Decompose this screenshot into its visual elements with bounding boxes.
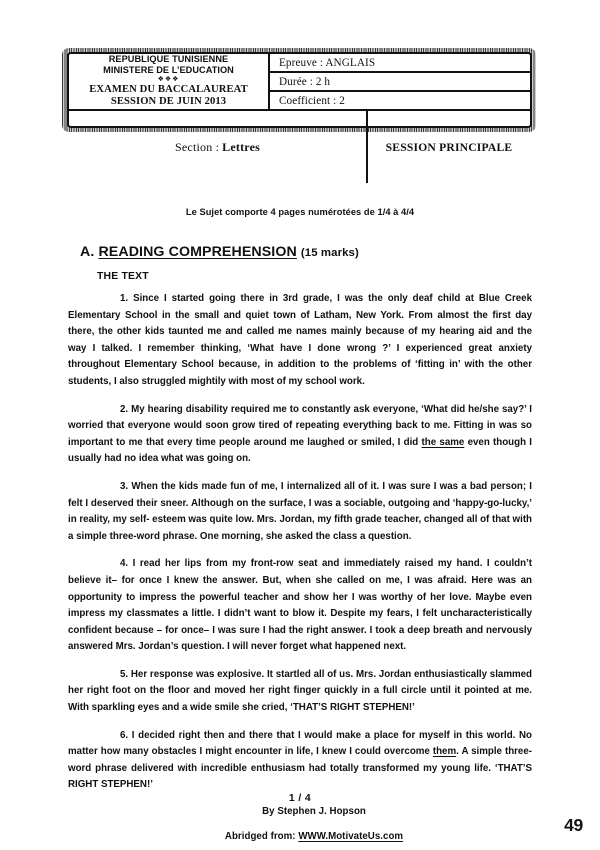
passage-paragraph (68, 556, 532, 656)
header-top-section (69, 54, 530, 111)
paragraph-number: 4. (120, 558, 129, 570)
ministry-line-1: REPUBLIQUE TUNISIENNE (108, 54, 229, 65)
passage-paragraph (68, 479, 532, 545)
passage-paragraph (68, 728, 532, 794)
paragraph-text: Her response was explosive. It startled all of us. Mrs. Jordan enthusiastically slammed her right foot on the floor and moved her right finger quickly in a full circle until it pointed at me. With sparkling eyes and a wide smile she cried, ‘THAT’S RIGHT STEPHEN!’ (68, 668, 532, 714)
source-attribution (96, 831, 532, 842)
the-text-heading: THE TEXT (97, 271, 149, 282)
coefficient-row: Coefficient : 2 (279, 94, 345, 107)
duration-row: Durée : 2 h (270, 73, 530, 92)
session-cell: SESSION PRINCIPALE (385, 140, 513, 154)
paragraph-text: Since I started going there in 3rd grade, I was the only deaf child at Blue Creek Elementary School in the small and quiet town of Latham, New York. From almost the first day there, the other kids taunted me and called me names mainly because of my hearing aid and the way I talked. I remember thinking, ‘What have I done wrong ?’ I experienced great anxiety throughout Elementary School because, in addition to the problems of ‘fitting in’ with the other students, I also struggled mightily with most of my school work. (68, 293, 532, 387)
document-body (68, 207, 532, 842)
paragraph-number: 2. (120, 403, 129, 415)
section-marks: (15 marks) (300, 247, 359, 259)
exam-line-2: SESSION DE JUIN 2013 (110, 95, 227, 107)
paragraph-number: 5. (120, 668, 129, 680)
page-indicator: 1 / 4 (288, 793, 312, 804)
author-byline: By Stephen J. Hopson (262, 806, 366, 818)
passage-paragraphs (68, 291, 532, 794)
section-letter: A. (80, 244, 95, 260)
paragraph-text-cont: even though I usually had no idea what was going on. (68, 436, 532, 465)
header-bottom-section (69, 111, 530, 183)
paragraph-number: 3. (120, 480, 129, 492)
passage-paragraph (68, 667, 532, 717)
ministry-line-2: MINISTERE DE L’EDUCATION (103, 65, 234, 75)
passage-paragraph (68, 402, 532, 468)
section-label: Section : (175, 139, 220, 154)
paragraph-number: 1. (120, 293, 129, 304)
exam-details-cells (270, 54, 530, 109)
paragraph-number: 6. (120, 729, 129, 741)
paragraph-text-cont: . A simple three-word phrase delivered with incredible enthusiasm had totally transformed my young life. ‘THAT’S RIGHT STEPHEN!’ (68, 746, 532, 791)
subject-row: Epreuve : ANGLAIS (270, 54, 530, 73)
passage-paragraph (68, 291, 532, 391)
paragraph-text: My hearing disability required me to constantly ask everyone, ‘What did he/she say?’ I worried that everyone would soon grow tired of repeating everything back to me. Fitting in was so important to me that every time people around me laughed or smiled, I did (68, 403, 532, 448)
section-title-text: READING COMPREHENSION (98, 244, 297, 260)
diamond-separator-icon: ❖❖❖ (157, 76, 180, 84)
source-label: Abridged from: (224, 831, 299, 843)
exam-line-1: EXAMEN DU BACCALAUREAT (89, 83, 248, 95)
corner-page-number: 49 (564, 815, 583, 835)
underlined-phrase: the same (421, 436, 465, 448)
exam-header-table (62, 48, 536, 154)
paragraph-text: I read her lips from my front-row seat and immediately raised my hand. I couldn’t believe it– for once I knew the answer. But, when she called on me, I was afraid. Here was an opportunity to impress the powerful teacher and show her I was worthy of her love. Maybe even impress my classmates a little. I didn’t want to blow it. Despite my fears, I felt uncharacteristically confident because – for once– I was sure I had the right answer. I took a deep breath and nervously answered Mrs. Jordan’s question. I will never forget what happened next. (68, 558, 532, 653)
ministry-cell (69, 54, 270, 109)
underlined-phrase: them (432, 746, 457, 758)
paragraph-text: I decided right then and there that I would make a place for myself in this world. No matter how many obstacles I might encounter in life, I knew I could overcome (68, 729, 532, 758)
pages-notice: Le Sujet comporte 4 pages numérotées de 1/4 à 4/4 (185, 207, 415, 217)
section-cell (69, 111, 368, 183)
source-url: WWW.MotivateUs.com (298, 831, 404, 843)
section-a-title (80, 244, 532, 260)
paragraph-text: When the kids made fun of me, I internalized all of it. I was sure I was a bad person; I felt I deserved their sneer. Although on the surface, I was a sociable, outgoing and ‘happy-go-lucky,’ in reality, my self- esteem was quite low. Mrs. Jordan, my fifth grade teacher, changed all of that with a simple three-word phrase. One morning, she asked the class a question. (68, 480, 532, 542)
table-inner (67, 52, 532, 154)
section-value: Lettres (222, 139, 260, 154)
